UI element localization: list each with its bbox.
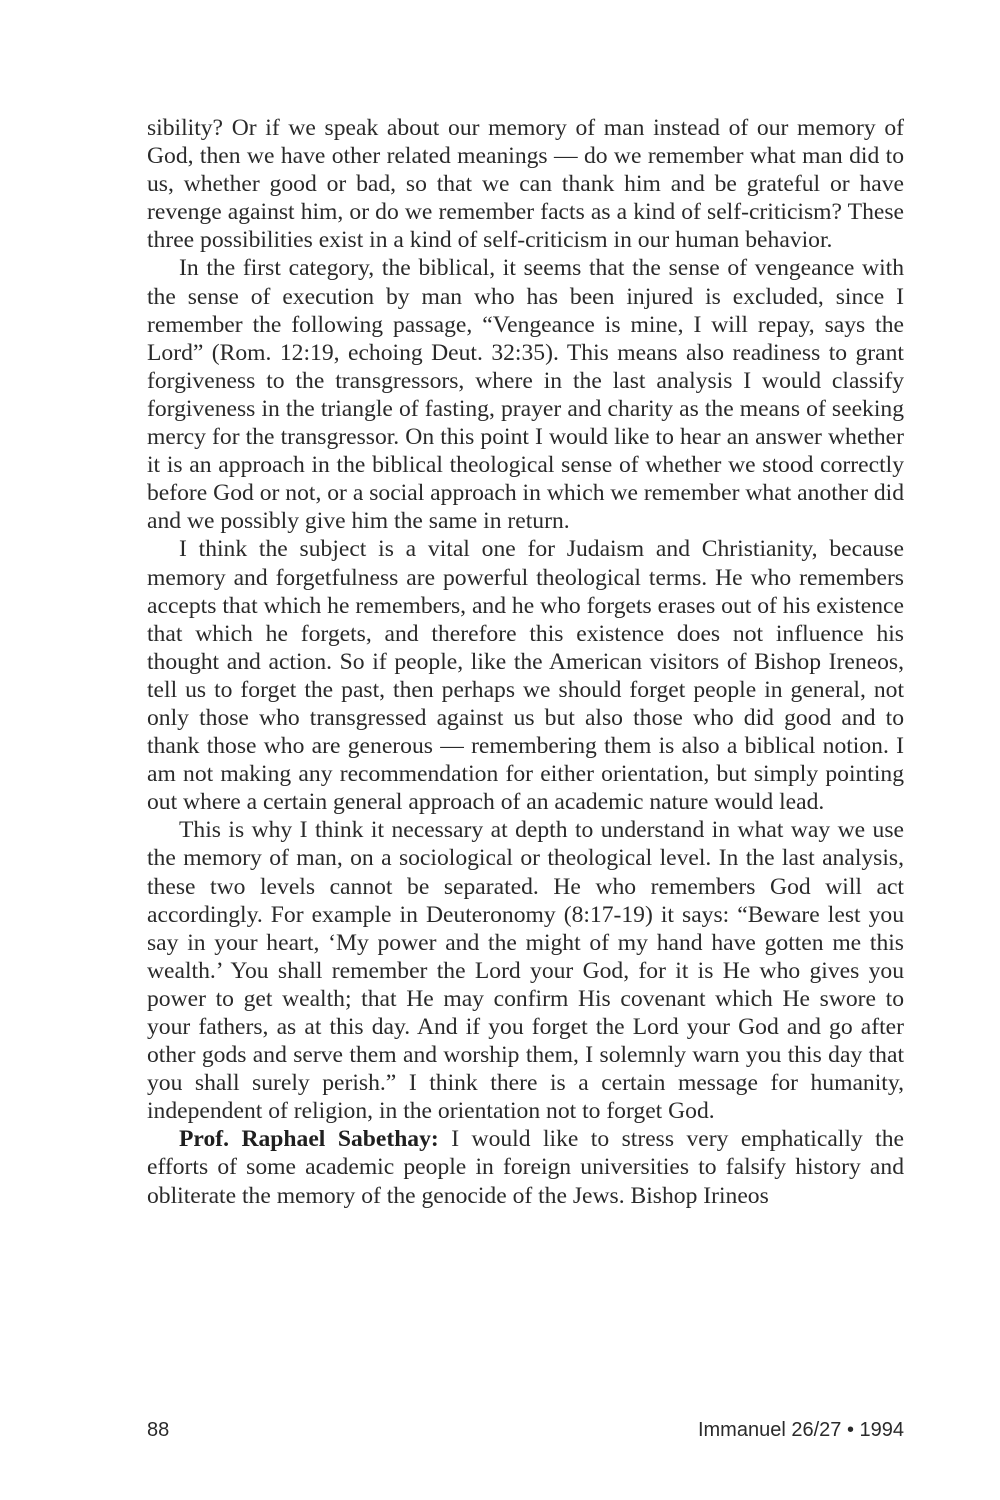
paragraph-1 xyxy=(147,114,904,254)
speaker-name: Prof. Raphael Sabethay: xyxy=(179,1126,439,1153)
paragraph-4 xyxy=(147,816,904,1125)
journal-info: Immanuel 26/27 • 1994 xyxy=(697,1419,904,1441)
paragraph-text: In the first category, the biblical, it seems that the sense of vengeance with the sense of execution by man who has been injured is excluded, since I remember the following passage, “Vengeance is mine, I will repay, says the Lord” (Rom. 12:19, echoing Deut. 32:35). This means also readiness to grant forgiveness to the transgressors, where in the last analysis I would classify forgiveness in the triangle of fasting, prayer and charity as the means of seeking mercy for the transgressor. On this point I would like to hear an answer whether it is an approach in the biblical theological sense of whether we stood correctly before God or not, or a social approach in which we remember what another did and we possibly give him the same in return. xyxy=(147,255,904,535)
page-number: 88 xyxy=(147,1419,170,1441)
paragraph-3 xyxy=(147,535,904,816)
paragraph-5 xyxy=(147,1125,904,1209)
paragraph-text: I think the subject is a vital one for Judaism and Christianity, because memory and forgetfulness are powerful theological terms. He who remembers accepts that which he remembers, and he who forgets erases out of his existence that which he forgets, and therefore this existence does not influence his thought and action. So if people, like the American visitors of Bishop Ireneos, tell us to forget the past, then perhaps we should forget people in general, not only those who transgressed against us but also those who did good and to thank those who are generous — remembering them is also a biblical notion. I am not making any recommendation for either orientation, but simply pointing out where a certain general approach of an academic nature would lead. xyxy=(147,536,904,816)
body-text xyxy=(147,114,904,1210)
paragraph-2 xyxy=(147,254,904,535)
paragraph-text: This is why I think it necessary at depth to understand in what way we use the memory of man, on a sociological or theological level. In the last analysis, these two levels cannot be separated. He who remembers God will act accordingly. For example in Deuteronomy (8:17-19) it says: “Beware lest you say in your heart, ‘My power and the might of my hand have gotten me this wealth.’ You shall remember the Lord your God, for it is He who gives you power to get wealth; that He may confirm His covenant which He swore to your fathers, as at this day. And if you forget the Lord your God and go after other gods and serve them and worship them, I solemnly warn you this day that you shall surely perish.” I think there is a certain message for humanity, independent of religion, in the orientation not to forget God. xyxy=(147,817,904,1125)
paragraph-text: I would like to stress very emphatically the efforts of some academic people in foreign universities to falsify history and obliterate the memory of the genocide of the Jews. Bishop Irineos xyxy=(147,1126,904,1209)
paragraph-text: sibility? Or if we speak about our memory of man instead of our memory of God, then we have other related meanings — do we remember what man did to us, whether good or bad, so that we can thank him and be grateful or have revenge against him, or do we remember facts as a kind of self-criticism? These three possibilities exist in a kind of self-criticism in our human behavior. xyxy=(147,115,904,254)
